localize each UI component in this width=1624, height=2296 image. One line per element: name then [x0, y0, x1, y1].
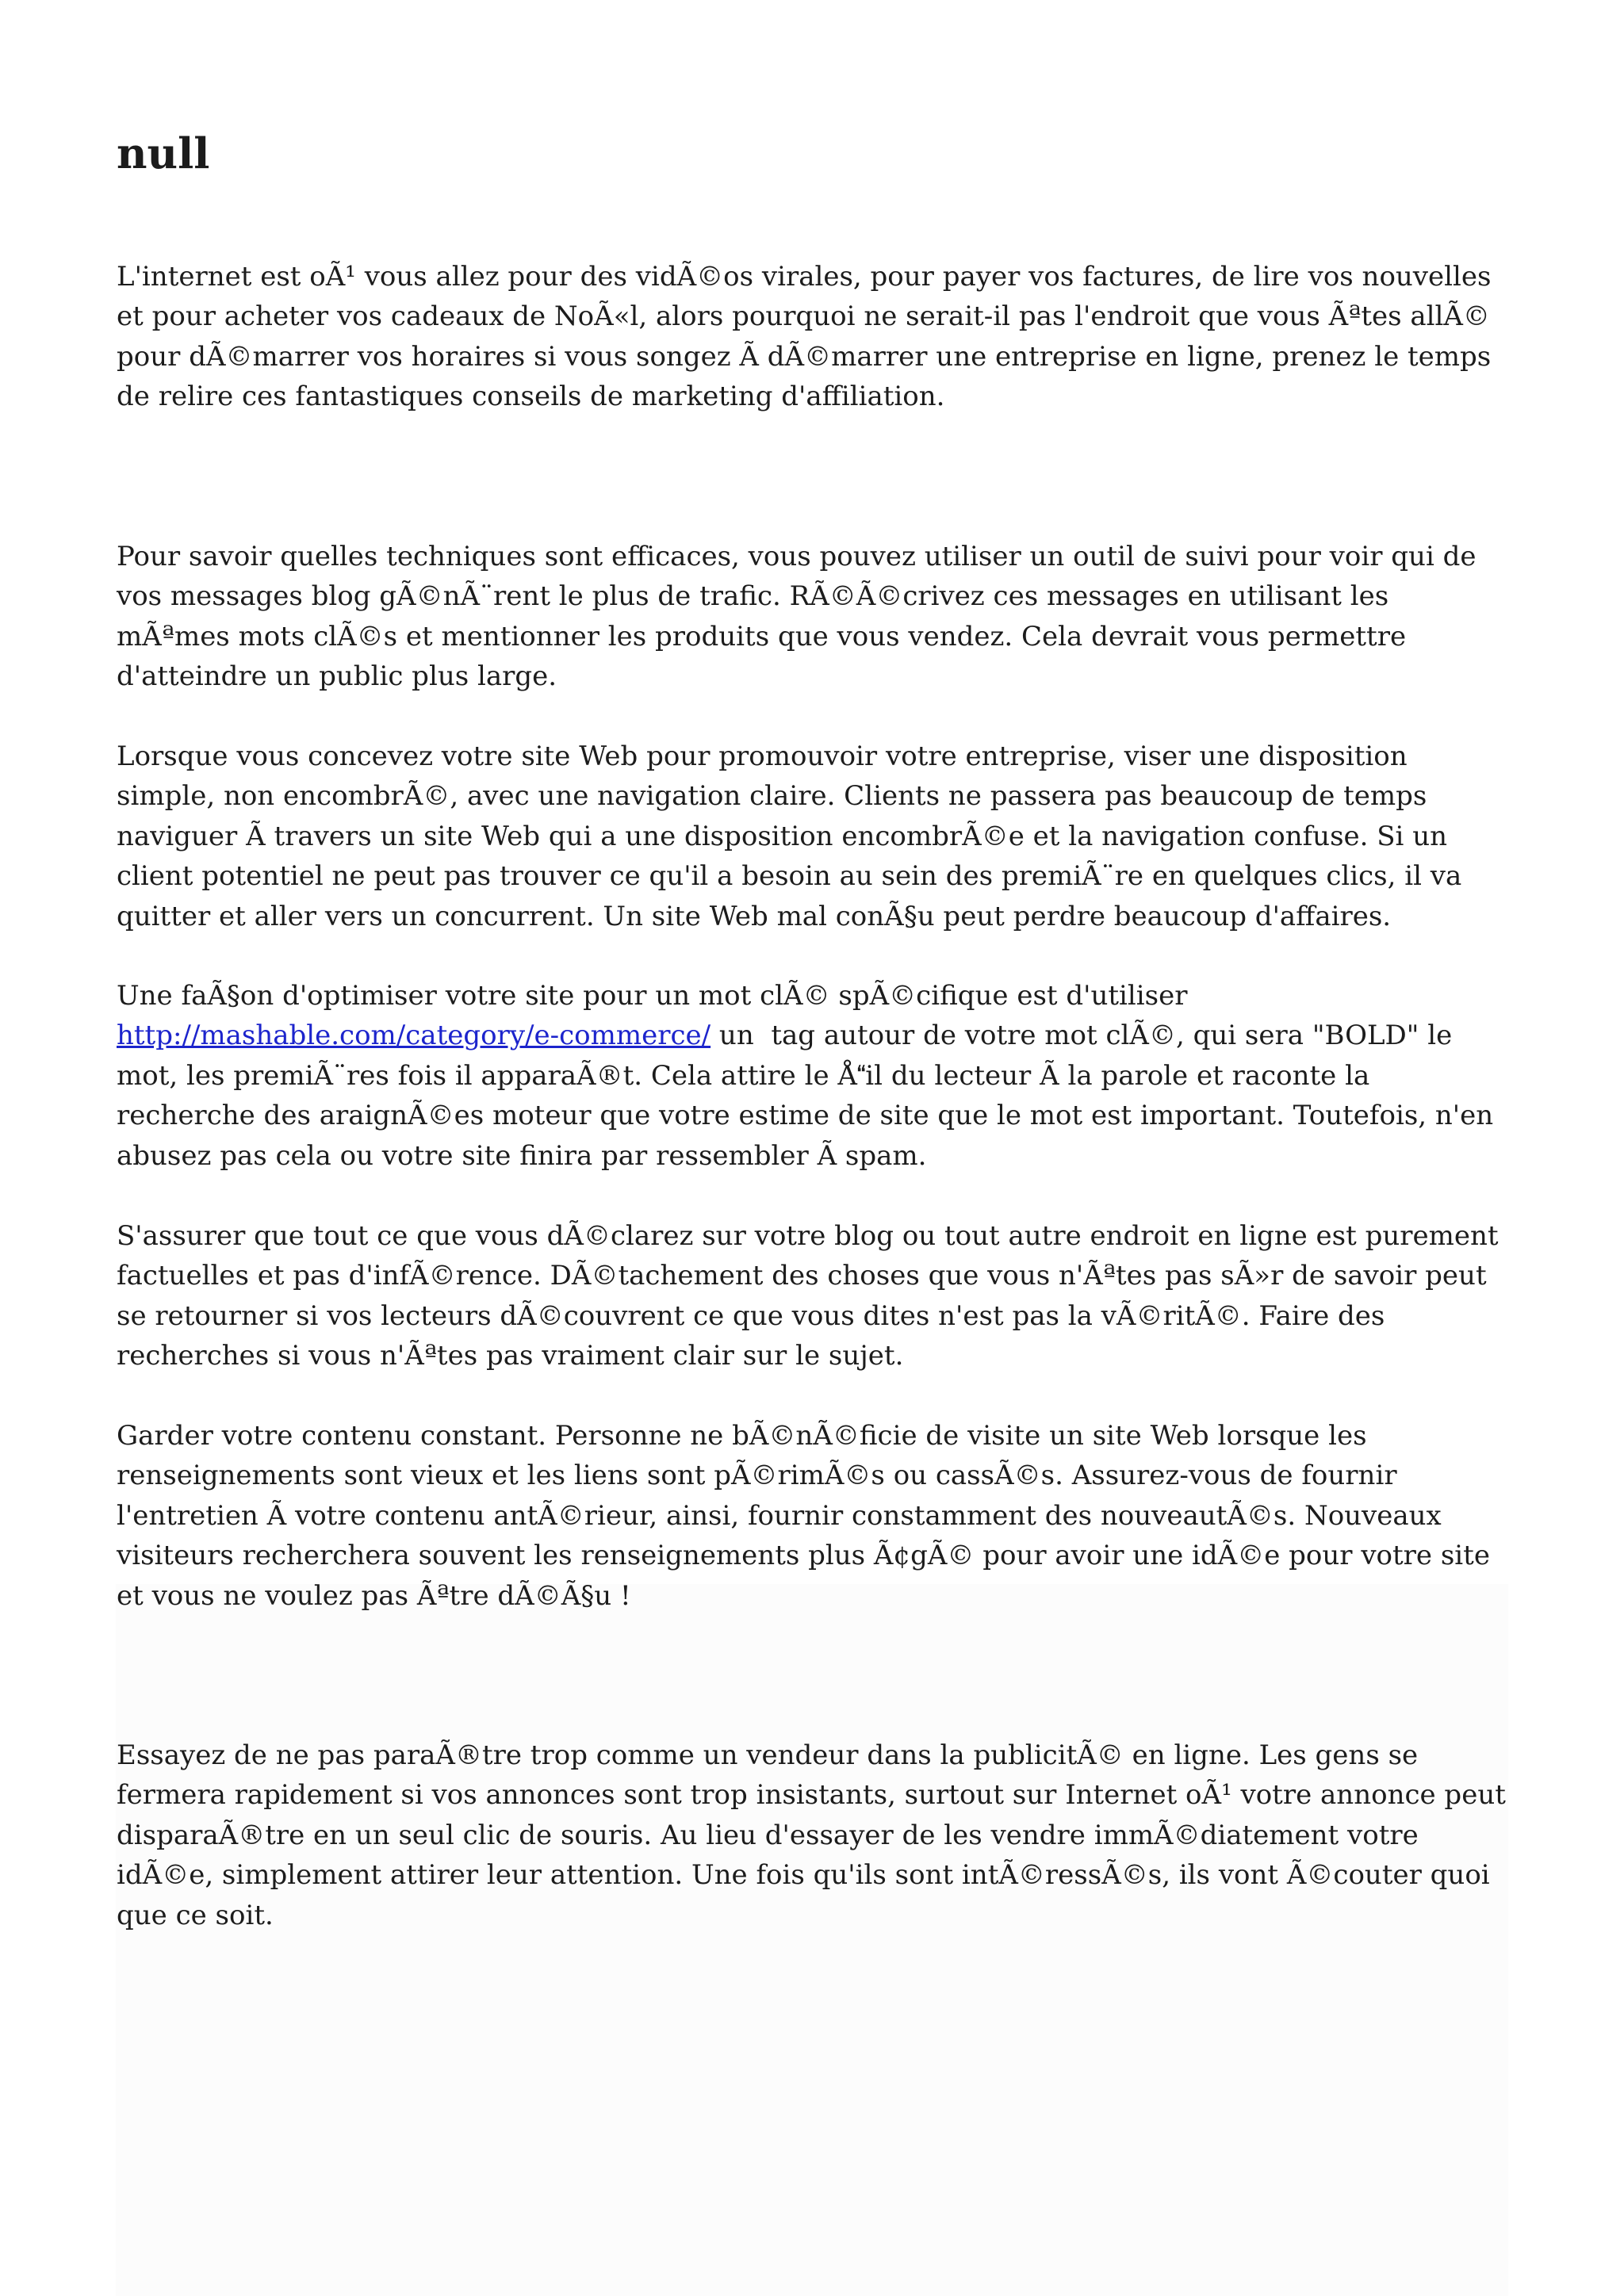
text-line: S'assurer que tout ce que vous dÃ©clarez sur votre blog ou tout autre endroit en ligne est purement	[117, 1220, 1499, 1252]
text-line: Essayez de ne pas paraÃ®tre trop comme un vendeur dans la publicitÃ© en ligne. Les gens se	[117, 1739, 1419, 1771]
text-line: Pour savoir quelles techniques sont efficaces, vous pouvez utiliser un outil de suivi pour voir qui de	[117, 541, 1477, 572]
text-line	[117, 1016, 1512, 1055]
text-line: et vous ne voulez pas Ãªtre dÃ©Ã§u !	[117, 1579, 631, 1612]
text-line: Lorsque vous concevez votre site Web pour promouvoir votre entreprise, viser une disposition	[117, 740, 1408, 772]
page-title: null	[117, 129, 210, 178]
text-line: renseignements sont vieux et les liens sont pÃ©rimÃ©s ou cassÃ©s. Assurez-vous de fournir	[117, 1460, 1397, 1492]
paragraph-website-design	[117, 737, 1512, 936]
background-shade	[116, 1584, 1508, 2296]
text-line: mÃªmes mots clÃ©s et mentionner les produits que vous vendez. Cela devrait vous permettre	[117, 620, 1407, 652]
text-line: idÃ©e, simplement attirer leur attention. Une fois qu'ils sont intÃ©ressÃ©s, ils vont Ã©couter quoi	[117, 1859, 1490, 1892]
paragraph-advertising	[117, 1735, 1512, 1935]
text-line: de relire ces fantastiques conseils de marketing d'affiliation.	[117, 381, 945, 413]
text-line: factuelles et pas d'infÃ©rence. DÃ©tachement des choses que vous n'Ãªtes pas sÃ»r de savoir peut	[117, 1260, 1487, 1292]
text-line: simple, non encombrÃ©, avec une navigation claire. Clients ne passera pas beaucoup de temps	[117, 780, 1427, 813]
paragraph-tracking	[117, 537, 1512, 697]
mashable-link[interactable]: http://mashable.com/category/e-commerce/	[117, 1020, 711, 1052]
text-line: mot, les premiÃ¨res fois il apparaÃ®t. Cela attire le Åil du lecteur Ã la parole et raconte la	[117, 1059, 1370, 1092]
text-line: pour dÃ©marrer vos horaires si vous songez Ã dÃ©marrer une entreprise en ligne, prenez le temps	[117, 340, 1492, 373]
text-line: quitter et aller vers un concurrent. Un site Web mal conÃ§u peut perdre beaucoup d'affaires.	[117, 900, 1392, 932]
text-line: recherche des araignÃ©es moteur que votre estime de site que le mot est important. Toutefois, n'en	[117, 1100, 1494, 1132]
text-line: Garder votre contenu constant. Personne ne bÃ©nÃ©ficie de visite un site Web lorsque les	[117, 1420, 1367, 1452]
paragraph-intro	[117, 257, 1512, 417]
paragraph-content	[117, 1416, 1512, 1616]
text-line: d'atteindre un public plus large.	[117, 660, 557, 693]
text-line: l'entretien Ã votre contenu antÃ©rieur, ainsi, fournir constamment des nouveautÃ©s. Nouveaux	[117, 1499, 1442, 1532]
text-line: disparaÃ®tre en un seul clic de souris. Au lieu d'essayer de les vendre immÃ©diatement votre	[117, 1819, 1419, 1851]
text-line: abusez pas cela ou votre site finira par ressembler Ã spam.	[117, 1139, 927, 1172]
text-line: vos messages blog gÃ©nÃ¨rent le plus de trafic. RÃ©Ã©crivez ces messages en utilisant les	[117, 580, 1389, 613]
text-line: visiteurs recherchera souvent les renseignements plus Ã¢gÃ© pour avoir une idÃ©e pour votre site	[117, 1540, 1490, 1572]
text-line: que ce soit.	[117, 1899, 274, 1931]
text-line: client potentiel ne peut pas trouver ce qu'il a besoin au sein des premiÃ¨re en quelques clics, il va	[117, 860, 1462, 893]
paragraph-keyword	[117, 976, 1512, 1176]
text-line: fermera rapidement si vos annonces sont trop insistants, surtout sur Internet oÃ¹ votre annonce peut	[117, 1779, 1506, 1812]
text-line: recherches si vous n'Ãªtes pas vraiment clair sur le sujet.	[117, 1340, 904, 1372]
text-line: naviguer Ã travers un site Web qui a une disposition encombrÃ©e et la navigation confuse. Si un	[117, 820, 1448, 852]
text-line: Une faÃ§on d'optimiser votre site pour un mot clÃ© spÃ©cifique est d'utiliser	[117, 980, 1188, 1012]
text-line: se retourner si vos lecteurs dÃ©couvrent ce que vous dites n'est pas la vÃ©ritÃ©. Faire des	[117, 1299, 1385, 1332]
paragraph-factual	[117, 1216, 1512, 1376]
text-line: L'internet est oÃ¹ vous allez pour des vidÃ©os virales, pour payer vos factures, de lire vos nouvelles	[117, 261, 1492, 293]
text-after-link: un tag autour de votre mot clÃ©, qui sera "BOLD" le	[710, 1020, 1453, 1052]
text-line: et pour acheter vos cadeaux de NoÃ«l, alors pourquoi ne serait-il pas l'endroit que vous Ãªtes allÃ©	[117, 300, 1490, 333]
